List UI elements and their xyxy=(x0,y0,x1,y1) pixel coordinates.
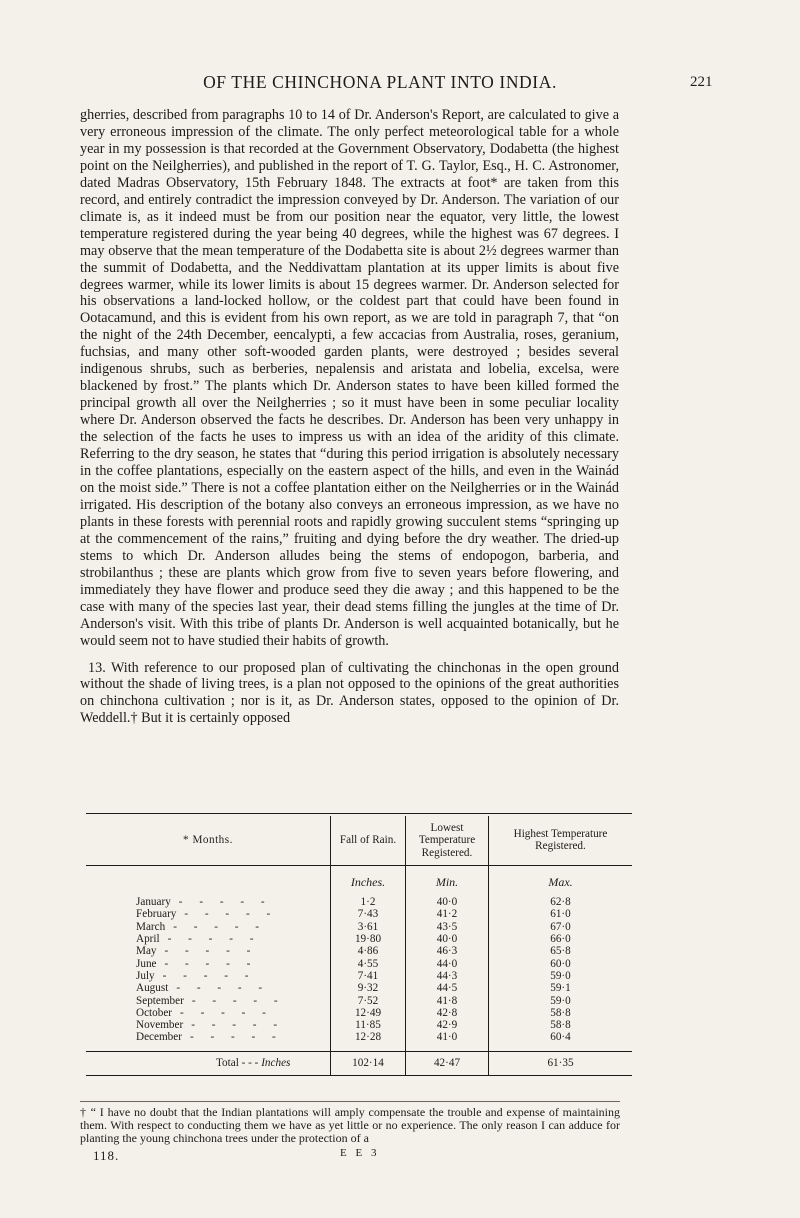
month-cell xyxy=(86,970,331,982)
max-cell: 59·0 xyxy=(489,995,633,1007)
rain-cell: 7·41 xyxy=(331,970,406,982)
total-label-cell xyxy=(86,1051,331,1075)
max-cell: 59·1 xyxy=(489,982,633,994)
col-header-months: * Months. xyxy=(86,816,331,865)
month-cell xyxy=(86,921,331,933)
table-row xyxy=(86,933,632,945)
min-cell: 44·0 xyxy=(406,958,489,970)
max-cell: 61·0 xyxy=(489,908,633,920)
min-cell: 41·0 xyxy=(406,1031,489,1051)
month-name: January xyxy=(136,896,171,909)
table-row xyxy=(86,995,632,1007)
min-cell: 44·5 xyxy=(406,982,489,994)
max-cell: 60·0 xyxy=(489,958,633,970)
footnote: † “ I have no doubt that the Indian plantations will amply compensate the trouble and expense of maintaining them. With respect to conducting them we have as yet little or no experience. The only reason I can adduce for planting the young chinchona trees under the protection of a xyxy=(80,1105,620,1146)
table-top-rule xyxy=(86,813,632,814)
col-header-highest: Highest Temperature Registered. xyxy=(489,816,633,865)
month-cell xyxy=(86,1007,331,1019)
table-row xyxy=(86,921,632,933)
min-cell: 42·8 xyxy=(406,1007,489,1019)
min-cell: 40·0 xyxy=(406,896,489,908)
rain-cell: 12·28 xyxy=(331,1031,406,1051)
min-cell: 40·0 xyxy=(406,933,489,945)
month-cell xyxy=(86,896,331,908)
leader-dots: - - - - - xyxy=(178,896,272,909)
data-table xyxy=(86,816,632,1075)
unit-rain: Inches. xyxy=(331,865,406,896)
min-cell: 46·3 xyxy=(406,945,489,957)
rain-cell: 12·49 xyxy=(331,1007,406,1019)
table-bottom-rule xyxy=(86,1075,632,1076)
month-name: February xyxy=(136,908,177,921)
table-row xyxy=(86,970,632,982)
col-header-rain: Fall of Rain. xyxy=(331,816,406,865)
leader-dots: - - - - - xyxy=(180,1006,273,1019)
rain-cell: 4·55 xyxy=(331,958,406,970)
leader-dots: - - - - - xyxy=(162,969,256,982)
month-cell xyxy=(86,995,331,1007)
max-cell: 58·8 xyxy=(489,1007,633,1019)
rain-cell: 4·86 xyxy=(331,945,406,957)
month-name: May xyxy=(136,945,157,958)
rain-cell: 3·61 xyxy=(331,921,406,933)
total-rain: 102·14 xyxy=(331,1051,406,1075)
max-cell: 62·8 xyxy=(489,896,633,908)
min-cell: 42·9 xyxy=(406,1019,489,1031)
min-cell: 44·3 xyxy=(406,970,489,982)
month-name: August xyxy=(136,982,169,995)
rain-cell: 7·52 xyxy=(331,995,406,1007)
leader-dots: - - - - - xyxy=(191,994,285,1007)
leader-dots: - - - - - xyxy=(191,1019,285,1032)
running-title: OF THE CHINCHONA PLANT INTO INDIA. xyxy=(203,72,557,92)
leader-dots: - - - - - xyxy=(176,982,270,995)
month-cell xyxy=(86,982,331,994)
total-row xyxy=(86,1051,632,1075)
unit-high: Max. xyxy=(489,865,633,896)
units-blank xyxy=(86,865,331,896)
max-cell: 65·8 xyxy=(489,945,633,957)
table-header-row xyxy=(86,816,632,865)
total-max: 61·35 xyxy=(489,1051,633,1075)
signature-mark: E E 3 xyxy=(340,1147,380,1159)
paragraph-1: gherries, described from paragraphs 10 to 14 of Dr. Anderson's Report, are calculated to give a very erroneous impression of the climate. The only perfect meteorological table for a whole year in my possession is that recorded at the Government Observatory, Dodabetta (the highest point on the Neilgherries), and published in the report of T. G. Taylor, Esq., H. C. Astronomer, dated Madras Observatory, 15th February 1848. The extracts at foot* are taken from this record, and entirely contradict the impression conveyed by Dr. Anderson. The variation of our climate is, as it indeed must be from our position near the equator, very little, the lowest temperature registered during the year being 40 degrees, while the highest was 67 degrees. I may observe that the mean temperature of the Dodabetta site is about 2½ degrees warmer than the summit of Dodabetta, and the Neddivattam plantation at its upper limits is about five degrees warmer, while its lower limits is about 15 degrees warmer. Dr. Anderson selected for his observations a land-locked hollow, or the coldest part that could have been found in Ootacamund, and this is evident from his own report, as we are told in paragraph 7, that “on the night of the 24th December, eencalypti, a few accacias from Australia, roses, geranium, fuchsias, and many other soft-wooded garden plants, were destroyed ; besides several indigenous shrubs, such as berberies, nepalensis and aristata and lobelia, excelsa, were blackened by frost.” The plants which Dr. Anderson states to have been killed formed the principal growth all over the Neilgherries ; so it must have been in some peculiar locality where Dr. Anderson observed the facts he describes. Dr. Anderson has been very unhappy in the selection of the facts he uses to impress us with an idea of the aridity of this climate. Referring to the dry season, he states that “during this period irrigation is absolutely necessary in the coffee plantations, especially on the eastern aspect of the hills, and even in the Wainád on the moist side.” There is not a coffee plantation either on the Neilgherries or in the Wainád irrigated. His description of the botany also conveys an erroneous impression, as we have no plants in these forests with perennial roots and rapidly growing succulent stems “springing up at the commencement of the rains,” fruiting and dying before the dry weather. The dried-up stems to which Dr. Anderson alludes being the stems of endopogon, barberia, and strobilanthus ; these are plants which grow from five to seven years before flowering, and immediately they have flower and produce seed they die away ; and this happened to be the case with many of the species last year, their dead stems filling the jungles at the time of Dr. Anderson's visit. With this tribe of plants Dr. Anderson is well acquainted botanically, but he would seem not to have studied their habits of growth. xyxy=(80,107,619,649)
month-name: October xyxy=(136,1006,173,1019)
leader-dots: - - - - - xyxy=(164,957,258,970)
rain-cell: 9·32 xyxy=(331,982,406,994)
paragraph-2: 13. With reference to our proposed plan of cultivating the chinchonas in the open ground without the shade of living trees, is a plan not opposed to the opinions of the great authorities on chinchona cultivation ; nor is it, as Dr. Anderson states, opposed to the opinion of Dr. Weddell.† But it is certainly opposed xyxy=(80,659,619,727)
table-body xyxy=(86,865,632,1051)
gathering-number: 118. xyxy=(93,1148,120,1163)
table-row xyxy=(86,896,632,908)
col-header-lowest: Lowest Temperature Registered. xyxy=(406,816,489,865)
leader-dots: - - - - - xyxy=(164,945,258,958)
month-cell xyxy=(86,933,331,945)
rain-cell: 11·85 xyxy=(331,1019,406,1031)
rain-cell: 7·43 xyxy=(331,908,406,920)
page-number: 221 xyxy=(690,74,713,90)
table-row xyxy=(86,982,632,994)
max-cell: 60·4 xyxy=(489,1031,633,1051)
max-cell: 59·0 xyxy=(489,970,633,982)
total-label: Total - - - xyxy=(216,1056,259,1069)
month-name: June xyxy=(136,957,157,970)
month-cell xyxy=(86,1019,331,1031)
month-name: April xyxy=(136,933,160,946)
month-cell xyxy=(86,908,331,920)
min-cell: 41·2 xyxy=(406,908,489,920)
rainfall-temperature-table xyxy=(86,813,632,1076)
body-text xyxy=(80,107,619,727)
total-unit: Inches xyxy=(261,1056,291,1069)
table-row xyxy=(86,1019,632,1031)
month-name: September xyxy=(136,994,184,1007)
table-row xyxy=(86,945,632,957)
max-cell: 66·0 xyxy=(489,933,633,945)
max-cell: 67·0 xyxy=(489,921,633,933)
leader-dots: - - - - - xyxy=(189,1031,283,1044)
leader-dots: - - - - - xyxy=(173,920,267,933)
total-min: 42·47 xyxy=(406,1051,489,1075)
max-cell: 58·8 xyxy=(489,1019,633,1031)
min-cell: 41·8 xyxy=(406,995,489,1007)
rain-cell: 1·2 xyxy=(331,896,406,908)
month-cell xyxy=(86,958,331,970)
table-row xyxy=(86,958,632,970)
leader-dots: - - - - - xyxy=(184,908,278,921)
table-row xyxy=(86,908,632,920)
table-row xyxy=(86,1031,632,1051)
footnote-rule xyxy=(80,1101,620,1102)
month-name: July xyxy=(136,969,155,982)
month-cell xyxy=(86,1031,331,1051)
month-cell xyxy=(86,945,331,957)
min-cell: 43·5 xyxy=(406,921,489,933)
month-name: November xyxy=(136,1019,184,1032)
units-row xyxy=(86,865,632,896)
month-name: March xyxy=(136,920,166,933)
leader-dots: - - - - - xyxy=(167,933,261,946)
table-row xyxy=(86,1007,632,1019)
unit-low: Min. xyxy=(406,865,489,896)
month-name: December xyxy=(136,1031,182,1044)
rain-cell: 19·80 xyxy=(331,933,406,945)
